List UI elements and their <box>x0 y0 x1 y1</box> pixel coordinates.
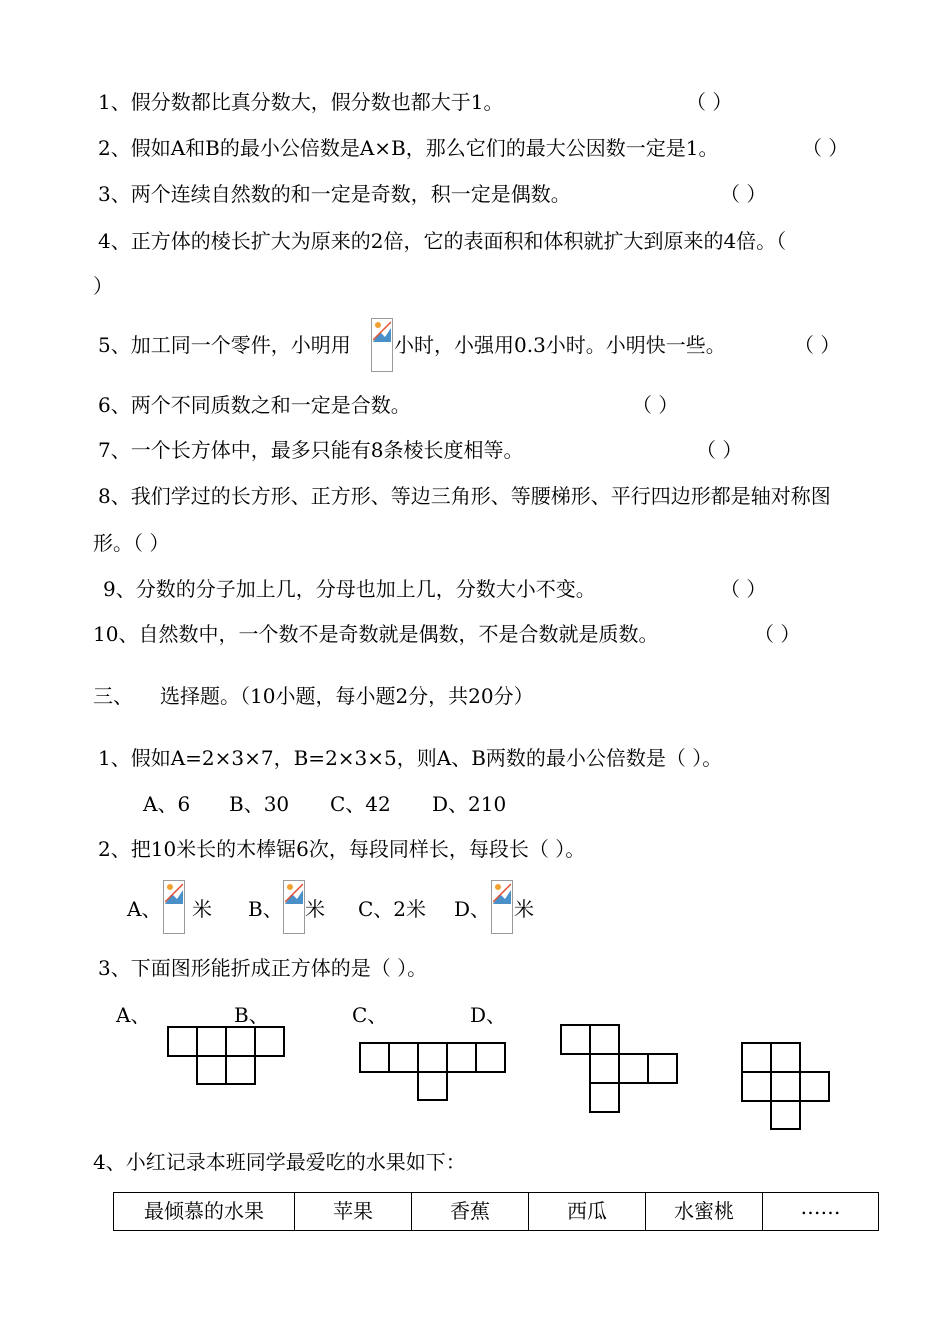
judgment-1-paren[interactable]: （ ） <box>686 90 733 114</box>
image-icon <box>373 320 391 342</box>
q2-unit-d: 米 <box>514 897 534 921</box>
judgment-4-cont[interactable]: ） <box>93 274 113 298</box>
table-row <box>114 1193 879 1231</box>
choice-question-1: 1、假如A=2×3×7，B=2×3×5，则A、B两数的最小公倍数是（ ）。 <box>98 746 723 770</box>
cube-net-b[interactable] <box>359 1042 507 1102</box>
section-number: 三、 <box>93 684 133 708</box>
judgment-9-paren[interactable]: （ ） <box>720 577 767 601</box>
judgment-2-paren[interactable]: （ ） <box>802 136 849 160</box>
table-cell: …… <box>763 1193 879 1231</box>
q3-option-a[interactable]: A、 <box>116 1003 151 1027</box>
section-title: 选择题。（10小题，每小题2分，共20分） <box>160 684 534 708</box>
judgment-4: 4、正方体的棱长扩大为原来的2倍，它的表面积和体积就扩大到原来的4倍。（ <box>98 229 787 253</box>
table-cell: 西瓜 <box>529 1193 646 1231</box>
q3-option-c[interactable]: C、 <box>352 1003 388 1027</box>
choice-question-3: 3、下面图形能折成正方体的是（ ）。 <box>98 956 428 980</box>
fraction-image-placeholder <box>491 880 513 934</box>
fraction-image-placeholder <box>163 880 185 934</box>
judgment-6: 6、两个不同质数之和一定是合数。 <box>98 393 411 417</box>
image-icon <box>285 882 303 904</box>
fraction-image-placeholder <box>283 880 305 934</box>
image-icon <box>493 882 511 904</box>
choice-question-2: 2、把10米长的木棒锯6次，每段同样长，每段长（ ）。 <box>98 837 586 861</box>
q1-option-c[interactable]: C、42 <box>330 792 391 816</box>
table-header-cell: 最倾慕的水果 <box>114 1193 295 1231</box>
image-icon <box>165 882 183 904</box>
choice-question-4: 4、小红记录本班同学最爱吃的水果如下： <box>93 1150 466 1174</box>
q2-option-c[interactable]: C、2米 <box>358 897 427 921</box>
judgment-10: 10、自然数中，一个数不是奇数就是偶数，不是合数就是质数。 <box>93 622 659 646</box>
table-cell: 苹果 <box>295 1193 412 1231</box>
q3-option-d[interactable]: D、 <box>470 1003 507 1027</box>
q2-unit-b: 米 <box>305 897 325 921</box>
judgment-7: 7、一个长方体中，最多只能有8条棱长度相等。 <box>98 438 524 462</box>
q1-option-b[interactable]: B、30 <box>229 792 290 816</box>
judgment-2: 2、假如A和B的最小公倍数是A×B，那么它们的最大公因数一定是1。 <box>98 136 719 160</box>
judgment-3-paren[interactable]: （ ） <box>720 182 767 206</box>
cube-net-d[interactable] <box>741 1042 833 1132</box>
judgment-8: 8、我们学过的长方形、正方形、等边三角形、等腰梯形、平行四边形都是轴对称图 <box>98 484 831 508</box>
q1-option-d[interactable]: D、210 <box>432 792 507 816</box>
q3-option-b[interactable]: B、 <box>234 1003 269 1027</box>
judgment-5-pre: 5、加工同一个零件，小明用 <box>98 333 351 357</box>
judgment-5-post: 小时，小强用0.3小时。小明快一些。 <box>394 333 726 357</box>
q1-option-a[interactable]: A、6 <box>143 792 191 816</box>
q2-option-b[interactable]: B、 <box>248 897 283 921</box>
judgment-7-paren[interactable]: （ ） <box>696 438 743 462</box>
judgment-9: 9、分数的分子加上几，分母也加上几，分数大小不变。 <box>103 577 596 601</box>
judgment-6-paren[interactable]: （ ） <box>632 393 679 417</box>
q2-option-d[interactable]: D、 <box>454 897 491 921</box>
table-cell: 香蕉 <box>412 1193 529 1231</box>
judgment-5-paren[interactable]: （ ） <box>794 333 841 357</box>
judgment-1: 1、假分数都比真分数大，假分数也都大于1。 <box>98 90 504 114</box>
q2-option-a[interactable]: A、 <box>127 897 162 921</box>
judgment-10-paren[interactable]: （ ） <box>754 622 801 646</box>
cube-net-c[interactable] <box>560 1024 680 1114</box>
table-cell: 水蜜桃 <box>646 1193 763 1231</box>
cube-net-a[interactable] <box>167 1026 287 1086</box>
judgment-8-cont[interactable]: 形。（ ） <box>93 531 170 555</box>
fraction-image-placeholder <box>371 318 393 372</box>
q2-unit-a: 米 <box>192 897 212 921</box>
judgment-3: 3、两个连续自然数的和一定是奇数，积一定是偶数。 <box>98 182 571 206</box>
fruit-table <box>113 1192 879 1231</box>
